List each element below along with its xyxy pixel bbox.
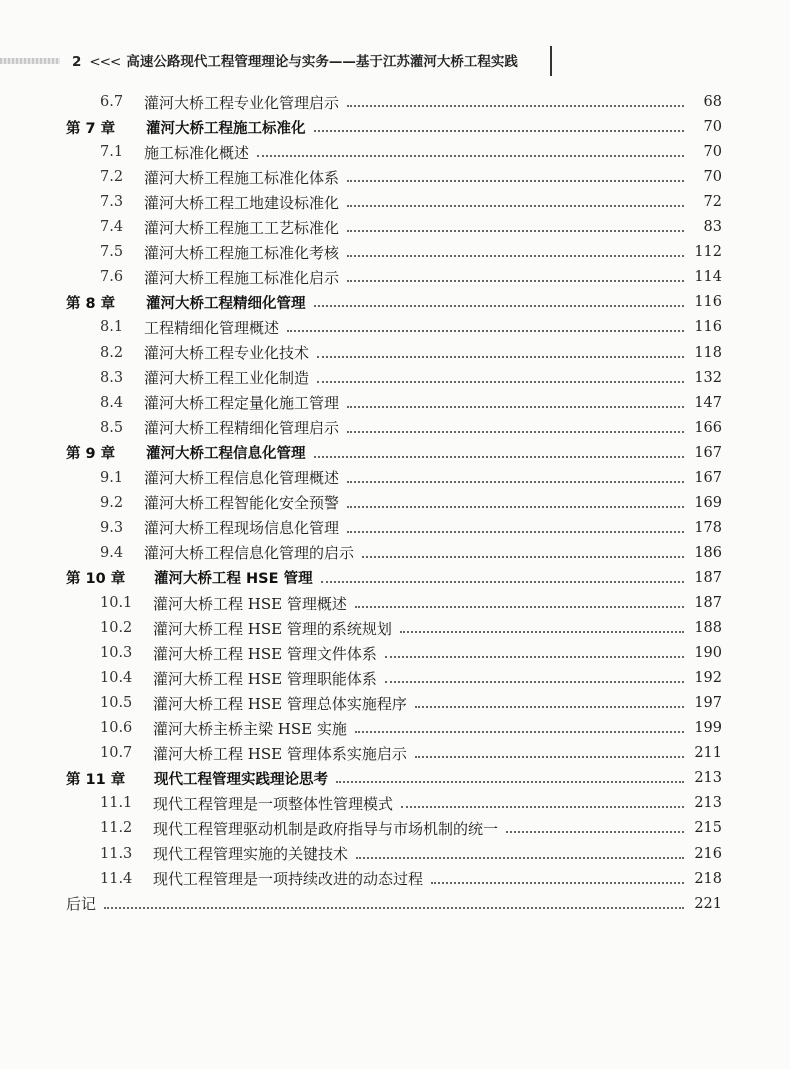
dot-leader: [104, 907, 684, 909]
dot-leader: [347, 531, 684, 533]
toc-section-row[interactable]: [0, 716, 790, 740]
toc-page-number: 147: [694, 394, 722, 411]
toc-number: 第 10 章: [66, 571, 126, 588]
toc-number: 9.3: [100, 519, 124, 536]
toc-page-number: 169: [694, 494, 722, 511]
toc-page-number: 186: [694, 544, 722, 561]
toc-section-row[interactable]: [0, 215, 790, 239]
dot-leader: [257, 155, 684, 157]
header-rule: [550, 46, 552, 76]
toc-chapter-row[interactable]: [0, 115, 790, 139]
dot-leader: [415, 756, 684, 758]
toc-page-number: 192: [694, 670, 722, 687]
dot-leader: [401, 806, 684, 808]
toc-chapter-row[interactable]: [0, 290, 790, 314]
dot-leader: [347, 481, 684, 483]
dot-leader: [506, 831, 684, 833]
toc-section-row[interactable]: [0, 666, 790, 690]
toc-page-number: 188: [694, 620, 722, 637]
dot-leader: [347, 205, 684, 207]
toc-page-number: 83: [703, 219, 722, 236]
toc-number: 第 8 章: [66, 295, 116, 312]
toc-number: 11.3: [100, 845, 133, 862]
toc-page-number: 116: [694, 319, 722, 336]
toc-page-number: 70: [703, 119, 722, 136]
toc-title: 灌河大桥工程 HSE 管理总体实施程序: [153, 694, 407, 713]
toc-title: 灌河大桥工程专业化管理启示: [144, 93, 340, 112]
toc-number: 7.4: [100, 219, 124, 236]
toc-section-row[interactable]: [0, 491, 790, 515]
toc-number: 第 11 章: [66, 771, 126, 788]
dot-leader: [385, 681, 684, 683]
book-title: 高速公路现代工程管理理论与实务——基于江苏灌河大桥工程实践: [126, 54, 518, 70]
toc-number: 10.7: [100, 745, 133, 762]
toc-title: 灌河大桥工程 HSE 管理体系实施启示: [153, 744, 407, 763]
toc-page-number: 114: [694, 269, 722, 286]
toc-section-row[interactable]: [0, 265, 790, 289]
dot-leader: [314, 305, 685, 307]
dot-leader: [317, 381, 684, 383]
toc-title: 现代工程管理是一项持续改进的动态过程: [153, 870, 424, 889]
toc-title: 现代工程管理实施的关键技术: [153, 845, 349, 863]
toc-title: 灌河大桥工程 HSE 管理的系统规划: [153, 619, 392, 638]
toc-section-row[interactable]: [0, 741, 790, 765]
toc-number: 10.3: [100, 645, 133, 662]
dot-leader: [355, 606, 684, 608]
toc-page-number: 118: [694, 344, 722, 361]
toc-section-row[interactable]: [0, 466, 790, 490]
toc-number: 9.2: [100, 494, 124, 511]
toc-number: 10.6: [100, 720, 133, 737]
toc-page-number: 187: [694, 595, 722, 611]
toc-page-number: 197: [694, 695, 722, 712]
toc-title: 灌河大桥工程 HSE 管理职能体系: [153, 669, 377, 688]
toc-title: 灌河大桥工程精细化管理启示: [144, 419, 340, 438]
toc-title: 施工标准化概述: [144, 143, 250, 162]
dot-leader: [347, 105, 684, 107]
toc-title: 灌河大桥工程专业化技术: [144, 344, 310, 362]
toc-number: 9.1: [100, 469, 124, 486]
toc-number: 11.4: [100, 870, 133, 887]
toc-title: 灌河大桥主桥主梁 HSE 实施: [153, 719, 347, 738]
toc-title: 灌河大桥工程 HSE 管理文件体系: [153, 644, 377, 663]
header-page-number: 2: [72, 54, 82, 70]
toc-page-number: 166: [694, 419, 722, 436]
dot-leader: [321, 581, 684, 583]
dot-leader: [336, 781, 684, 783]
toc-page-number: 178: [694, 519, 722, 536]
toc-page-number: 190: [694, 645, 722, 662]
toc-title: 现代工程管理实践理论思考: [154, 771, 328, 788]
toc-number: 10.1: [100, 595, 133, 611]
toc-title: 灌河大桥工程施工标准化启示: [144, 268, 340, 287]
toc-title: 现代工程管理驱动机制是政府指导与市场机制的统一: [153, 819, 499, 838]
toc-page-number: 221: [694, 895, 722, 912]
dot-leader: [347, 255, 684, 257]
toc-section-row[interactable]: [0, 842, 790, 866]
toc-page-number: 167: [694, 469, 722, 486]
toc-title: 后记: [66, 895, 97, 914]
dot-leader: [347, 230, 684, 232]
toc-number: 7.1: [100, 144, 124, 161]
toc-section-row[interactable]: [0, 341, 790, 365]
dot-leader: [355, 731, 684, 733]
toc-page-number: 132: [694, 369, 722, 386]
toc-chapter-row[interactable]: [0, 766, 790, 790]
dot-leader: [347, 280, 684, 282]
header-decor-bar: [0, 58, 60, 64]
toc-title: 灌河大桥工程定量化施工管理: [144, 394, 340, 413]
dot-leader: [317, 356, 684, 358]
toc-page-number: 72: [703, 194, 722, 211]
toc-page-number: 213: [694, 770, 722, 787]
toc-page-number: 112: [694, 244, 722, 261]
toc-section-row[interactable]: [0, 190, 790, 214]
toc-section-row[interactable]: [0, 816, 790, 840]
toc-number: 6.7: [100, 94, 124, 110]
toc-section-row[interactable]: [0, 791, 790, 815]
toc-page-number: 68: [703, 94, 722, 110]
dot-leader: [314, 456, 685, 458]
toc-page-number: 116: [694, 294, 722, 311]
toc-page-number: 215: [694, 820, 722, 837]
toc-number: 8.3: [100, 369, 124, 386]
toc-section-row[interactable]: [0, 140, 790, 164]
dot-leader: [314, 130, 685, 132]
toc-title: 灌河大桥工程智能化安全预警: [144, 494, 340, 513]
toc-number: 第 7 章: [66, 120, 116, 137]
toc-number: 7.2: [100, 169, 124, 186]
toc-title: 灌河大桥工程工业化制造: [144, 369, 310, 388]
toc-page-number: 218: [694, 870, 722, 887]
dot-leader: [400, 631, 684, 633]
toc-page-number: 70: [703, 144, 722, 161]
toc-page-number: 167: [694, 444, 722, 461]
dot-leader: [347, 506, 684, 508]
toc-number: 11.2: [100, 820, 133, 837]
toc-section-row[interactable]: [0, 391, 790, 415]
toc-number: 8.1: [100, 319, 124, 336]
toc-title: 灌河大桥工程工地建设标准化: [144, 193, 340, 212]
toc-number: 9.4: [100, 544, 124, 561]
dot-leader: [385, 656, 684, 658]
toc-number: 第 9 章: [66, 446, 116, 463]
toc-title: 工程精细化管理概述: [144, 318, 280, 337]
toc-title: 灌河大桥工程信息化管理的启示: [144, 544, 355, 563]
toc-chapter-row[interactable]: [0, 566, 790, 590]
toc-section-row[interactable]: [0, 366, 790, 390]
toc-title: 灌河大桥工程现场信息化管理: [144, 519, 340, 538]
toc-section-row[interactable]: [0, 165, 790, 189]
toc-title: 灌河大桥工程精细化管理: [146, 295, 306, 312]
toc-page-number: 211: [694, 745, 722, 762]
toc-number: 10.2: [100, 620, 133, 637]
toc-number: 8.4: [100, 394, 124, 411]
header-text: [72, 50, 518, 70]
toc-section-row[interactable]: [0, 240, 790, 264]
toc-title: 灌河大桥工程信息化管理: [146, 446, 306, 463]
toc-title: 灌河大桥工程施工标准化: [146, 120, 306, 137]
toc-section-row[interactable]: [0, 90, 790, 114]
toc-section-row[interactable]: [0, 641, 790, 665]
toc-page-number: 70: [703, 169, 722, 186]
toc-section-row[interactable]: [0, 315, 790, 339]
toc-title: 灌河大桥工程信息化管理概述: [144, 469, 340, 488]
toc-section-row[interactable]: [0, 591, 790, 615]
toc-section-row[interactable]: [0, 416, 790, 440]
toc-section-row[interactable]: [0, 867, 790, 891]
toc-title: 灌河大桥工程施工标准化考核: [144, 243, 340, 262]
toc-title: 现代工程管理是一项整体性管理模式: [153, 794, 394, 813]
toc-title: 灌河大桥工程施工工艺标准化: [144, 218, 340, 237]
toc-number: 10.5: [100, 695, 133, 712]
running-header: [0, 44, 560, 80]
toc-number: 10.4: [100, 670, 133, 687]
dot-leader: [431, 882, 684, 884]
header-arrows: <<<: [89, 54, 121, 70]
toc-page-number: 187: [694, 569, 722, 586]
toc-page-number: 199: [694, 720, 722, 737]
dot-leader: [287, 330, 684, 332]
toc-number: 7.3: [100, 194, 124, 211]
dot-leader: [356, 857, 684, 859]
toc-number: 7.5: [100, 244, 124, 261]
dot-leader: [347, 406, 684, 408]
toc-title: 灌河大桥工程 HSE 管理概述: [153, 594, 347, 613]
toc-section-row[interactable]: [0, 616, 790, 640]
toc-section-row[interactable]: [0, 516, 790, 540]
toc-title: 灌河大桥工程施工标准化体系: [144, 168, 340, 187]
dot-leader: [362, 556, 684, 558]
toc-number: 8.5: [100, 419, 124, 436]
toc-number: 11.1: [100, 795, 133, 812]
toc-number: 7.6: [100, 269, 124, 286]
toc-backmatter-row[interactable]: [0, 892, 790, 916]
dot-leader: [347, 180, 684, 182]
toc-number: 8.2: [100, 344, 124, 361]
toc-section-row[interactable]: [0, 691, 790, 715]
toc-page-number: 213: [694, 795, 722, 812]
toc-section-row[interactable]: [0, 541, 790, 565]
toc-title: 灌河大桥工程 HSE 管理: [154, 571, 313, 588]
dot-leader: [347, 431, 684, 433]
dot-leader: [415, 706, 684, 708]
toc-page-number: 216: [694, 845, 722, 862]
toc-chapter-row[interactable]: [0, 441, 790, 465]
